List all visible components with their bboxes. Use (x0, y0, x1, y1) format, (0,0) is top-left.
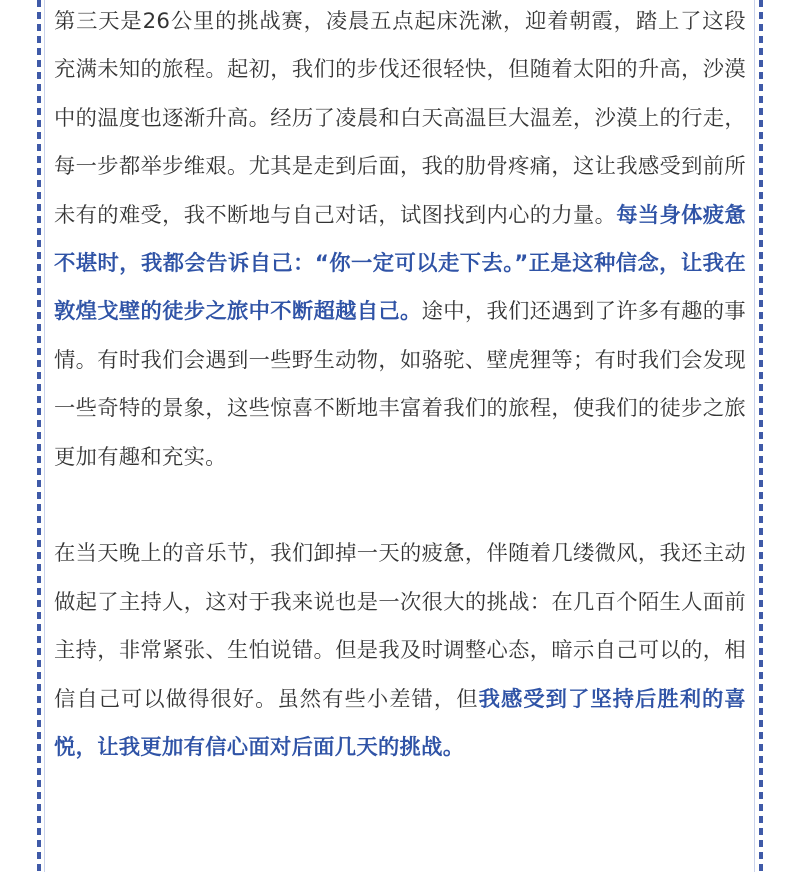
paragraph-day-three (54, 0, 746, 482)
highlighted-text: 每当身体疲惫不堪时，我都会告诉自己：“你一定可以走下去。”正是这种信念，让我在敦煌戈壁的徒步之旅中不断超越自己。 (54, 202, 746, 325)
paragraph-music-festival (54, 530, 746, 772)
left-inner-rule (44, 0, 45, 872)
article-body (54, 0, 746, 772)
highlighted-text: 我感受到了坚持后胜利的喜悦，让我更加有信心面对后面几天的挑战。 (54, 686, 747, 761)
left-dashed-border (37, 0, 41, 872)
right-inner-rule (754, 0, 755, 872)
paragraph-gap (54, 482, 746, 530)
right-dashed-border (759, 0, 763, 872)
text-segment: 途中，我们还遇到了许多有趣的事情。有时我们会遇到一些野生动物，如骆驼、壁虎狸等；有时我们会发现一些奇特的景象，这些惊喜不断地丰富着我们的旅程，使我们的徒步之旅更加有趣和充实。 (54, 299, 746, 470)
text-segment: 第三天是26公里的挑战赛，凌晨五点起床洗漱，迎着朝霞，踏上了这段充满未知的旅程。起初，我们的步伐还很轻快，但随着太阳的升高，沙漠中的温度也逐渐升高。经历了凌晨和白天高温巨大温差，沙漠上的行走，每一步都举步维艰。尤其是走到后面，我的肋骨疼痛，这让我感受到前所未有的难受，我不断地与自己对话，试图找到内心的力量。 (54, 9, 746, 228)
text-segment: 在当天晚上的音乐节，我们卸掉一天的疲惫，伴随着几缕微风，我还主动做起了主持人，这对于我来说也是一次很大的挑战：在几百个陌生人面前主持，非常紧张、生怕说错。但是我及时调整心态，暗示自己可以的，相信自己可以做得很好。虽然有些小差错，但 (54, 541, 746, 712)
